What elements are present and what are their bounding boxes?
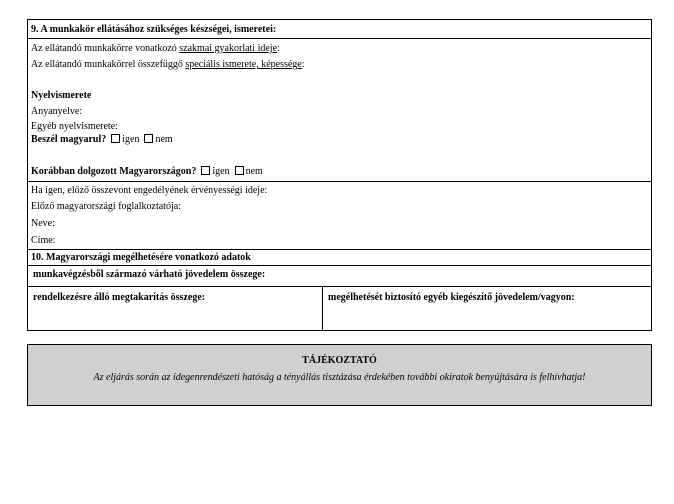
worked-in-hungary-row	[31, 166, 263, 178]
no-label: nem	[245, 166, 263, 177]
mother-tongue-field[interactable]: Anyanyelve:	[31, 106, 83, 117]
permit-validity-field[interactable]: Ha igen, előző összevont engedélyének érvényességi ideje:	[31, 185, 268, 196]
info-box	[27, 344, 652, 406]
worked-in-hungary-label: Korábban dolgozott Magyarországon?	[31, 166, 197, 177]
divider	[27, 265, 652, 266]
colon: :	[277, 43, 280, 54]
practical-experience-prefix: Az ellátandó munkakörre vonatkozó	[31, 43, 180, 54]
speaks-hungarian-no-checkbox[interactable]	[144, 134, 153, 143]
employer-address-field[interactable]: Címe:	[31, 235, 56, 246]
colon: :	[301, 59, 305, 70]
divider	[27, 181, 652, 182]
special-skills-prefix: Az ellátandó munkakörrel összefüggő	[31, 59, 186, 70]
info-body: Az eljárás során az idegenrendészeti hatóság a tényállás tisztázása érdekében további okiratok benyújtására is felhívhatja!	[93, 372, 586, 383]
divider	[27, 286, 652, 287]
special-skills-field[interactable]	[31, 59, 305, 71]
savings-field[interactable]: rendelkezésre álló megtakarítás összege:	[33, 292, 206, 303]
practical-experience-label: szakmai gyakorlati ideje	[179, 43, 278, 54]
yes-label: igen	[212, 166, 230, 177]
previous-employer-field[interactable]: Előző magyarországi foglalkoztatója:	[31, 201, 181, 212]
other-languages-field[interactable]: Egyéb nyelvismerete:	[31, 121, 118, 132]
languages-heading: Nyelvismerete	[31, 90, 92, 101]
divider	[27, 249, 652, 250]
column-divider	[322, 286, 323, 331]
practical-experience-field[interactable]	[31, 43, 280, 55]
yes-label: igen	[122, 134, 140, 145]
divider	[27, 38, 652, 39]
speaks-hungarian-yes-checkbox[interactable]	[111, 134, 120, 143]
section-10-title: 10. Magyarországi megélhetésére vonatkozó adatok	[31, 252, 251, 263]
speaks-hungarian-label: Beszél magyarul?	[31, 134, 107, 145]
employer-name-field[interactable]: Neve:	[31, 218, 55, 229]
worked-in-hungary-yes-checkbox[interactable]	[201, 166, 210, 175]
no-label: nem	[155, 134, 173, 145]
worked-in-hungary-no-checkbox[interactable]	[235, 166, 244, 175]
expected-income-field[interactable]: munkavégzésből származó várható jövedelem összege:	[33, 269, 266, 280]
section-9-title: 9. A munkakör ellátásához szükséges készségei, ismeretei:	[31, 24, 277, 35]
other-income-field[interactable]: megélhetését biztosító egyéb kiegészítő jövedelem/vagyon:	[328, 292, 575, 303]
info-title: TÁJÉKOZTATÓ	[302, 355, 377, 366]
speaks-hungarian-row	[31, 134, 173, 146]
special-skills-label: speciális ismerete, képessége	[185, 59, 302, 70]
